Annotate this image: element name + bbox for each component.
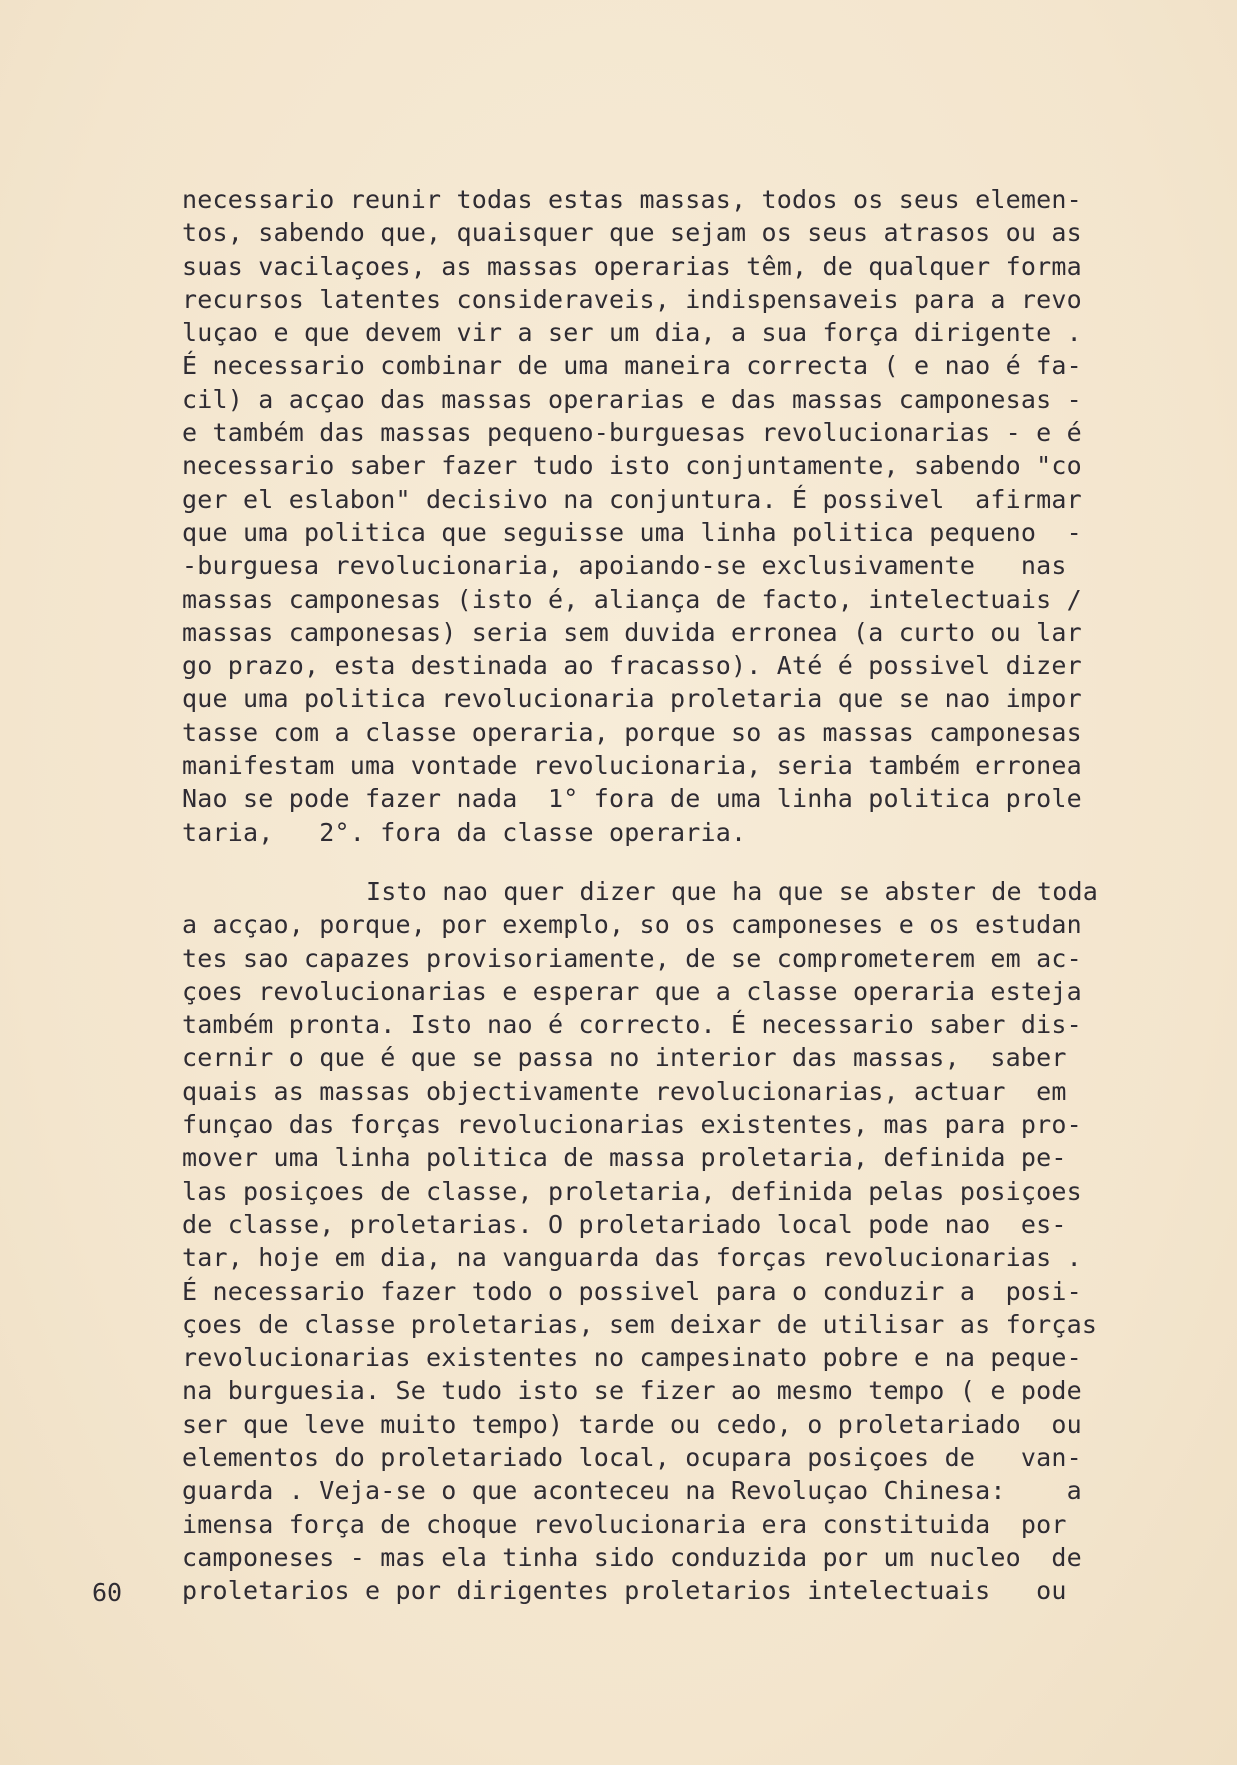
text-line: a acçao, porque, por exemplo, so os camponeses e os estudan	[182, 910, 1082, 940]
text-line: revolucionarias existentes no campesinato pobre e na peque-	[182, 1343, 1082, 1373]
text-line: proletarios e por dirigentes proletarios intelectuais ou	[182, 1576, 1067, 1606]
text-line: las posiçoes de classe, proletaria, definida pelas posiçoes	[182, 1176, 1082, 1206]
text-line: tes sao capazes provisoriamente, de se comprometerem em ac-	[182, 943, 1082, 973]
text-line: tasse com a classe operaria, porque so as massas camponesas	[182, 717, 1082, 747]
text-line: quais as massas objectivamente revolucionarias, actuar em	[182, 1076, 1067, 1106]
text-line: necessario reunir todas estas massas, todos os seus elemen-	[182, 185, 1082, 214]
text-line: cernir o que é que se passa no interior das massas, saber	[182, 1043, 1067, 1073]
text-line: taria, 2°. fora da classe operaria.	[182, 817, 747, 847]
text-line: Nao se pode fazer nada 1° fora de uma linha politica prole	[182, 784, 1082, 814]
text-line: çoes revolucionarias e esperar que a classe operaria esteja	[182, 976, 1082, 1006]
text-line: luçao e que devem vir a ser um dia, a sua força dirigente .	[182, 318, 1082, 348]
text-line: go prazo, esta destinada ao fracasso). Até é possivel dizer	[182, 651, 1082, 681]
paragraph-2	[182, 875, 1167, 1608]
text-line: camponeses - mas ela tinha sido conduzida por um nucleo de	[182, 1542, 1082, 1572]
text-line: e também das massas pequeno-burguesas revolucionarias - e é	[182, 418, 1082, 448]
text-line: ser que leve muito tempo) tarde ou cedo, o proletariado ou	[182, 1409, 1082, 1439]
text-line: necessario saber fazer tudo isto conjuntamente, sabendo "co	[182, 451, 1082, 481]
text-line: guarda . Veja-se o que aconteceu na Revoluçao Chinesa: a	[182, 1476, 1082, 1506]
text-line: que uma politica que seguisse uma linha politica pequeno -	[182, 517, 1082, 547]
text-line: suas vacilaçoes, as massas operarias têm, de qualquer forma	[182, 251, 1082, 281]
text-line: também pronta. Isto nao é correcto. É necessario saber dis-	[182, 1010, 1082, 1040]
text-line: Isto nao quer dizer que ha que se abster de toda	[366, 877, 1099, 906]
text-line: elementos do proletariado local, ocupara posiçoes de van-	[182, 1443, 1082, 1473]
text-line: massas camponesas) seria sem duvida erronea (a curto ou lar	[182, 617, 1082, 647]
paragraph-1	[182, 183, 1167, 849]
text-line: que uma politica revolucionaria proletaria que se nao impor	[182, 684, 1082, 714]
text-line: na burguesia. Se tudo isto se fizer ao mesmo tempo ( e pode	[182, 1376, 1082, 1406]
text-line: É necessario fazer todo o possivel para o conduzir a posi-	[182, 1276, 1082, 1306]
text-line: -burguesa revolucionaria, apoiando-se exclusivamente nas	[182, 551, 1067, 581]
text-line: É necessario combinar de uma maneira correcta ( e nao é fa-	[182, 351, 1082, 381]
text-line: imensa força de choque revolucionaria era constituida por	[182, 1509, 1067, 1539]
page-number: 60	[92, 1578, 123, 1607]
text-line: ger el eslabon" decisivo na conjuntura. É possivel afirmar	[182, 484, 1082, 514]
text-line: tos, sabendo que, quaisquer que sejam os seus atrasos ou as	[182, 218, 1082, 248]
text-line: recursos latentes consideraveis, indispensaveis para a revo	[182, 284, 1082, 314]
text-line: tar, hoje em dia, na vanguarda das forças revolucionarias .	[182, 1243, 1082, 1273]
text-line: mover uma linha politica de massa proletaria, definida pe-	[182, 1143, 1067, 1173]
text-line: de classe, proletarias. O proletariado local pode nao es-	[182, 1209, 1067, 1239]
text-line: manifestam uma vontade revolucionaria, seria também erronea	[182, 751, 1082, 781]
text-line: cil) a acçao das massas operarias e das massas camponesas -	[182, 384, 1082, 414]
text-line: funçao das forças revolucionarias existentes, mas para pro-	[182, 1110, 1082, 1140]
text-line: çoes de classe proletarias, sem deixar de utilisar as forças	[182, 1309, 1098, 1339]
text-line: massas camponesas (isto é, aliança de facto, intelectuais /	[182, 584, 1082, 614]
